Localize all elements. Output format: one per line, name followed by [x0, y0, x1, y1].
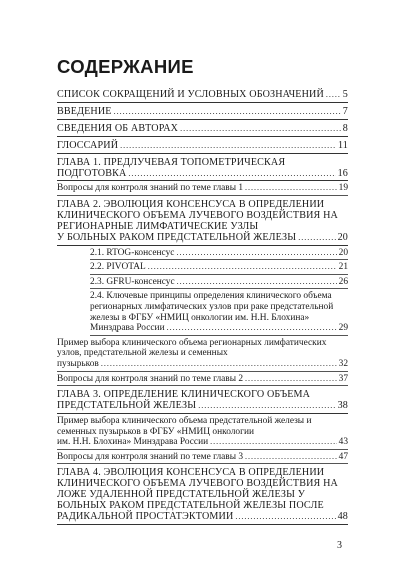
toc-entry-title-end: ВВЕДЕНИЕ: [57, 105, 112, 117]
toc-entry-title-end: ПРЕДСТАТЕЛЬНОЙ ЖЕЛЕЗЫ: [57, 400, 197, 412]
toc-entry: [57, 120, 348, 137]
dot-leader: [101, 359, 337, 370]
dot-leader: [114, 107, 341, 118]
toc-entry-page: 19: [338, 183, 348, 194]
toc-entry: [57, 246, 348, 261]
dot-leader: [245, 183, 337, 194]
dot-leader: [120, 141, 336, 152]
toc-entry-title-end: Минздрава России: [90, 323, 165, 334]
toc-entry-title: ГЛАВА 2. ЭВОЛЮЦИЯ КОНСЕНСУСА В ОПРЕДЕЛЕНИИ КЛИНИЧЕСКОГО ОБЪЕМА ЛУЧЕВОГО ВОЗДЕЙСТВИЯ НА РЕГИОНАРНЫЕ ЛИМФАТИЧЕСКИЕ УЗЛЫ: [57, 199, 338, 232]
toc-entry-title-end: пузырьков: [57, 359, 99, 369]
dot-leader: [167, 323, 337, 334]
toc-entry: [57, 289, 348, 335]
toc-entry-title-end: СПИСОК СОКРАЩЕНИЙ И УСЛОВНЫХ ОБОЗНАЧЕНИЙ: [57, 89, 324, 100]
toc-entry: [57, 414, 348, 450]
toc-entry-title-end: 2.3. GFRU-консенсус: [90, 276, 175, 287]
toc-entry: [57, 386, 348, 414]
dot-leader: [210, 437, 337, 448]
toc-entry-title-end: ГЛОССАРИЙ: [57, 139, 119, 151]
toc-entry-title: ГЛАВА 1. ПРЕДЛУЧЕВАЯ ТОПОМЕТРИЧЕСКАЯ: [57, 156, 286, 168]
toc-entry-title-end: Вопросы для контроля знаний по теме главы 2: [57, 373, 244, 384]
toc-entry-page: 5: [342, 89, 348, 100]
dot-leader: [235, 512, 335, 523]
toc-entry-page: 11: [337, 139, 348, 151]
page-number: 3: [337, 540, 342, 551]
dot-leader: [176, 248, 336, 259]
dot-leader: [245, 374, 337, 385]
toc-entry-page: 32: [338, 359, 348, 369]
dot-leader: [326, 90, 341, 101]
toc-entry-title-end: им. Н.Н. Блохина» Минздрава России: [57, 437, 209, 448]
toc-entry-title-end: У БОЛЬНЫХ РАКОМ ПРЕДСТАТЕЛЬНОЙ ЖЕЛЕЗЫ: [57, 231, 297, 243]
toc-entry-title-end: 2.1. RTOG-консенсус: [90, 247, 175, 258]
toc-entry-title: Пример выбора клинического объема регионарных лимфатических узлов, предстательной железы и семенных: [57, 337, 327, 359]
toc-entry-page: 43: [338, 437, 348, 448]
toc-entry-title: ГЛАВА 4. ЭВОЛЮЦИЯ КОНСЕНСУСА В ОПРЕДЕЛЕНИИ КЛИНИЧЕСКОГО ОБЪЕМА ЛУЧЕВОГО ВОЗДЕЙСТВИЯ НА ЛОЖЕ УДАЛЕННОЙ ПРЕДСТАТЕЛЬНОЙ ЖЕЛЕЗЫ У БОЛЬНЫХ РАКОМ ПРЕДСТАТЕЛЬНОЙ ЖЕЛЕЗЫ ПОСЛЕ: [57, 467, 338, 512]
toc-entry-page: 26: [338, 276, 348, 287]
toc-entry-title-end: РАДИКАЛЬНОЙ ПРОСТАТЭКТОМИИ: [57, 511, 234, 522]
toc-entry-page: 16: [337, 167, 348, 179]
toc-entry: [57, 450, 348, 465]
toc-entry-page: 20: [337, 231, 348, 243]
toc-entry: [57, 86, 348, 103]
dot-leader: [298, 233, 335, 244]
toc-entry-page: 37: [338, 373, 348, 384]
toc-entry-title-end: СВЕДЕНИЯ ОБ АВТОРАХ: [57, 122, 179, 134]
toc-entry: [57, 372, 348, 387]
toc-entry: [57, 275, 348, 290]
toc-entry-page: 38: [337, 400, 348, 412]
toc-entry: [57, 181, 348, 196]
toc-entry-title: 2.4. Ключевые принципы определения клинического объема регионарных лимфатических узлов при раке предстательной железы в ФГБУ «НМИЦ онкологии им. Н.Н. Блохина»: [90, 291, 334, 323]
toc-entry-page: 8: [342, 122, 348, 134]
toc-entry: [57, 336, 348, 372]
table-of-contents: [57, 86, 348, 525]
dot-leader: [245, 452, 337, 463]
dot-leader: [180, 124, 341, 135]
toc-entry: [57, 154, 348, 182]
toc-entry-page: 47: [338, 451, 348, 462]
dot-leader: [198, 401, 335, 412]
toc-entry: [57, 464, 348, 525]
toc-entry: [57, 196, 348, 246]
dot-leader: [128, 169, 335, 180]
toc-entry-title-end: Вопросы для контроля знаний по теме главы 1: [57, 183, 244, 194]
toc-entry: [57, 137, 348, 154]
toc-entry-title: Пример выбора клинического объема предстательной железы и семенных пузырьков в ФГБУ «НМИЦ онкологии: [57, 416, 312, 437]
dot-leader: [148, 262, 337, 273]
toc-entry-title-end: Вопросы для контроля знаний по теме главы 3: [57, 451, 244, 462]
toc-entry-title: ГЛАВА 3. ОПРЕДЕЛЕНИЕ КЛИНИЧЕСКОГО ОБЪЕМА: [57, 389, 311, 401]
toc-entry-page: 21: [338, 262, 348, 273]
toc-entry-page: 48: [337, 511, 348, 522]
toc-entry-page: 20: [338, 247, 348, 258]
toc-entry-title-end: 2.2. PIVOTAL: [90, 262, 146, 273]
page-heading: СОДЕРЖАНИЕ: [57, 56, 194, 77]
toc-entry-page: 29: [338, 323, 348, 334]
toc-entry: [57, 103, 348, 120]
dot-leader: [177, 277, 337, 288]
toc-entry-page: 7: [342, 105, 348, 117]
toc-entry: [57, 260, 348, 275]
toc-entry-title-end: ПОДГОТОВКА: [57, 167, 127, 179]
